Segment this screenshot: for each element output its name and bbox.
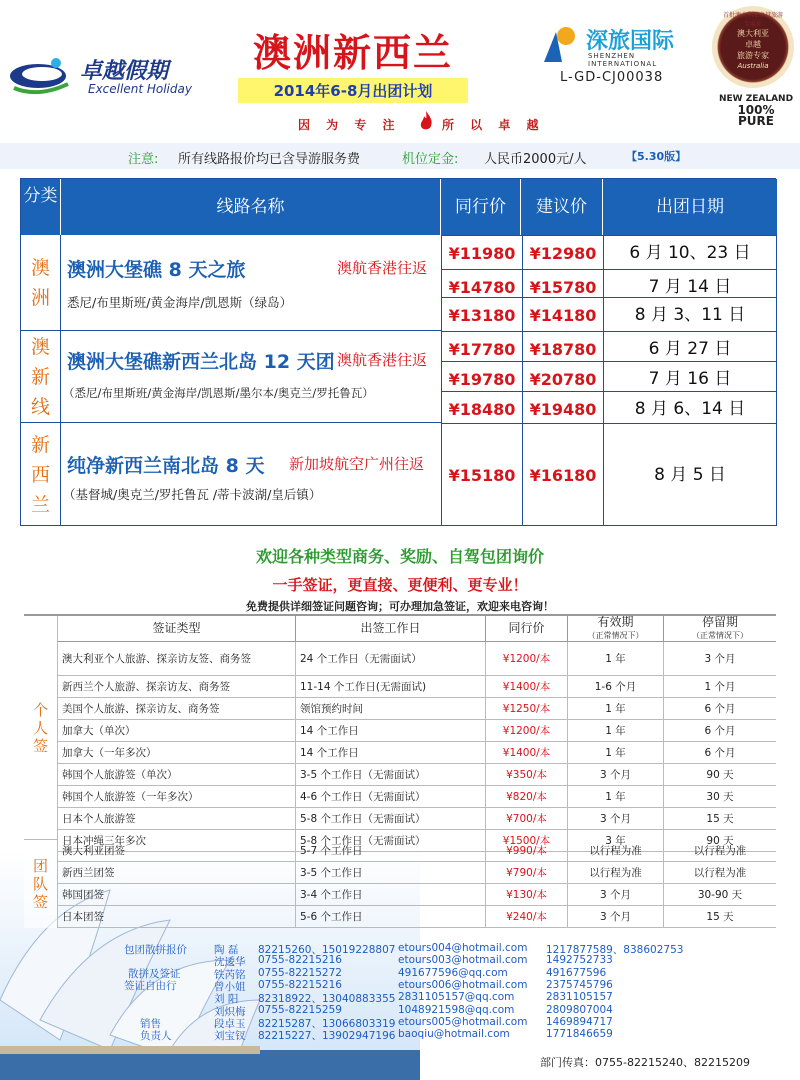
visa-row [58, 698, 776, 720]
visa-processing: 14 个工作日 [296, 742, 486, 763]
contact-name: 刘 阳 [214, 993, 239, 1006]
visa-stay: 6 个月 [704, 703, 736, 715]
contact-email[interactable]: 1048921598@qq.com [398, 1003, 515, 1016]
contact-phone: 0755-82215272 [258, 966, 342, 979]
visa-type: 韩国个人旅游签（一年多次） [58, 786, 296, 807]
contact-phone: 82318922、13040883355 [258, 993, 396, 1006]
visa-stay: 1 个月 [704, 681, 736, 693]
slogan-left: 因 为 专 注 [298, 118, 401, 132]
visa-processing: 3-4 个工作日 [296, 884, 486, 905]
category-char: 签 [32, 736, 48, 755]
trade-price: ¥19780 [441, 361, 523, 396]
stay-note: （正常情况下） [692, 630, 748, 640]
notice-bar [0, 143, 800, 169]
retail-price: ¥20780 [522, 361, 604, 396]
visa-stay: 以行程为准 [693, 867, 747, 879]
visa-category-group [24, 840, 58, 928]
route-aus-nz-12day [61, 331, 441, 423]
logo-left-cn: 卓越假期 [80, 59, 169, 84]
trade-price: ¥15180 [441, 423, 523, 526]
contact-qq: 1492752733 [546, 954, 613, 967]
retail-price: ¥12980 [522, 235, 604, 270]
contact-qq: 1469894717 [546, 1015, 613, 1028]
shenzhen-international-logo [536, 22, 706, 66]
visa-validity: 3 个月 [568, 808, 664, 829]
contact-phone: 0755-82215259 [258, 1003, 342, 1016]
visa-processing: 14 个工作日 [296, 720, 486, 741]
visa-validity: 以行程为准 [568, 840, 664, 861]
visa-stay: 90 天 [706, 835, 734, 847]
visa-validity: 3 个月 [568, 764, 664, 785]
visa-validity: 3 个月 [568, 884, 664, 905]
visa-row [58, 862, 776, 884]
visa-stay: 15 天 [706, 911, 734, 923]
visa-price: ¥350/本 [486, 764, 568, 785]
visa-header-processing: 出签工作日 [296, 616, 486, 642]
category-char: 新 [30, 433, 50, 456]
visa-header-stay [664, 616, 776, 642]
logo-right-en: SHENZHEN INTERNATIONAL [588, 52, 658, 68]
contact-phone: 82215227、13902947196 [258, 1030, 396, 1043]
visa-type: 加拿大（单次） [58, 720, 296, 741]
contact-phone: 82215287、13066803319 [258, 1017, 396, 1030]
visa-processing: 3-5 个工作日 [296, 862, 486, 883]
visa-type: 美国个人旅游、探亲访友、商务签 [58, 698, 296, 719]
retail-price: ¥18780 [522, 331, 604, 366]
visa-stay: 6 个月 [704, 725, 736, 737]
seal-inner-text [726, 28, 780, 72]
visa-category-individual [24, 616, 58, 840]
contact-phone: 0755-82215216 [258, 954, 342, 967]
contact-name: 沈逶华 [214, 956, 246, 969]
contact-phone: 82215260、15019228807 [258, 944, 396, 956]
seal-line-1: 澳大利亚 [737, 29, 769, 38]
visa-validity: 1 年 [568, 742, 664, 763]
seal-ring-text: 首批澳大利亚卓越旅游专家社 [722, 12, 783, 28]
visa-type: 加拿大（一年多次） [58, 742, 296, 763]
contact-name: 刘炽梅 [214, 1005, 246, 1018]
departure-date: 6 月 27 日 [603, 331, 777, 366]
retail-price: ¥19480 [522, 391, 604, 426]
seal-line-4: Australia [737, 62, 769, 70]
visa-type: 澳大利亚团签 [58, 840, 296, 861]
welcome-banner: 欢迎各种类型商务、奖励、自驾包团询价 [255, 547, 544, 566]
visa-validity: 1 年 [568, 698, 664, 719]
visa-stay: 15 天 [706, 813, 734, 825]
visa-processing: 11-14 个工作日(无需面试) [296, 676, 486, 697]
page-title: 澳洲新西兰 [252, 31, 453, 75]
visa-row [58, 720, 776, 742]
visa-price: ¥1500/本 [486, 830, 568, 851]
visa-type: 日本冲绳三年多次 [58, 830, 296, 851]
visa-row [58, 742, 776, 764]
category-char: 澳 [30, 335, 50, 358]
departure-date: 8 月 5 日 [603, 423, 777, 526]
route-name: 澳洲大堡礁 8 天之旅 [67, 259, 246, 281]
visa-row [58, 884, 776, 906]
flame-icon [418, 110, 434, 132]
visa-header-validity [568, 616, 664, 642]
contact-qq: 2809807004 [546, 1003, 613, 1016]
visa-validity: 1 年 [568, 720, 664, 741]
nz-line-1: NEW ZEALAND [718, 94, 794, 104]
sun-logo-icon [540, 22, 582, 64]
departure-date: 6 月 10、23 日 [603, 235, 777, 270]
route-name: 纯净新西兰南北岛 8 天 [67, 455, 265, 477]
category-aus-nz [21, 331, 61, 423]
visa-row [58, 764, 776, 786]
header-departure-date: 出团日期 [603, 179, 777, 235]
visa-type: 韩国团签 [58, 884, 296, 905]
contact-qq: 1771846659 [546, 1028, 613, 1041]
nz-line-2: 100% PURE [737, 103, 775, 128]
visa-type: 新西兰团签 [58, 862, 296, 883]
visa-type: 日本团签 [58, 906, 296, 927]
category-char: 线 [30, 395, 50, 418]
category-char: 新 [30, 365, 50, 388]
contact-email[interactable]: etours003@hotmail.com [398, 954, 528, 967]
visa-type: 日本个人旅游签 [58, 808, 296, 829]
visa-processing: 4-6 个工作日（无需面试） [296, 786, 486, 807]
contact-qq: 491677596 [546, 966, 607, 979]
category-char: 人 [32, 718, 48, 737]
slogan-right: 所 以 卓 越 [442, 118, 545, 132]
visa-row [58, 786, 776, 808]
visa-type: 澳大利亚个人旅游、探亲访友签、商务签 [58, 642, 296, 675]
visa-stay: 3 个月 [704, 653, 736, 665]
contact-name: 铁芮铭 [214, 968, 246, 981]
departure-date: 7 月 16 日 [603, 361, 777, 396]
fax-line: 部门传真：0755-82215240、82215209 [540, 1056, 750, 1069]
visa-stay: 90 天 [706, 769, 734, 781]
visa-validity: 3 个月 [568, 906, 664, 927]
visa-price: ¥820/本 [486, 786, 568, 807]
route-stops: （基督城/奥克兰/罗托鲁瓦 /蒂卡波湖/皇后镇） [63, 487, 322, 502]
category-char: 澳 [30, 256, 50, 279]
deposit-label: 机位定金: [402, 152, 459, 167]
visa-headline: 一手签证，更直接、更便利、更专业！ [272, 576, 528, 594]
category-char: 个 [32, 700, 48, 719]
trade-price: ¥14780 [441, 269, 523, 304]
visa-price: ¥1200/本 [486, 720, 568, 741]
page-subtitle: 2014年6-8月出团计划 [238, 78, 468, 103]
visa-processing: 24 个工作日（无需面试） [296, 642, 486, 675]
visa-price: ¥790/本 [486, 862, 568, 883]
contact-role-label: 包团散拼报价 [124, 944, 187, 956]
visa-processing: 5-7 个工作日 [296, 840, 486, 861]
contact-email[interactable]: baoqiu@hotmail.com [398, 1028, 510, 1041]
trade-price: ¥11980 [441, 235, 523, 270]
departure-date: 8 月 3、11 日 [603, 297, 777, 332]
contact-email[interactable]: etours005@hotmail.com [398, 1015, 528, 1028]
visa-price: ¥1250/本 [486, 698, 568, 719]
contact-name: 曾小姐 [214, 980, 246, 993]
visa-processing: 5-6 个工作日 [296, 906, 486, 927]
visa-processing: 5-8 个工作日（无需面试） [296, 808, 486, 829]
visa-type: 新西兰个人旅游、探亲访友、商务签 [58, 676, 296, 697]
visa-price: ¥1400/本 [486, 742, 568, 763]
contact-name: 陶 磊 [214, 944, 239, 956]
notice-label: 注意: [128, 152, 159, 167]
visa-type: 韩国个人旅游签（单次） [58, 764, 296, 785]
contact-email[interactable]: 491677596@qq.com [398, 966, 508, 979]
retail-price: ¥16180 [522, 423, 604, 526]
visa-processing: 领馆预约时间 [296, 698, 486, 719]
contact-email[interactable]: 2831105157@qq.com [398, 991, 515, 1004]
trade-price: ¥18480 [441, 391, 523, 426]
visa-header-type: 签证类型 [58, 616, 296, 642]
visa-stay: 30-90 天 [697, 889, 743, 901]
header-category: 分类 [21, 179, 61, 235]
route-airline: 澳航香港往返 [337, 259, 428, 277]
excellent-holiday-logo [8, 48, 228, 106]
stay-label: 停留期 [701, 614, 738, 629]
departure-date: 7 月 14 日 [603, 269, 777, 304]
category-char: 队 [32, 875, 48, 893]
trade-price: ¥13180 [441, 297, 523, 332]
license-number: L-GD-CJ00038 [560, 70, 664, 85]
route-australia-8day [61, 235, 441, 331]
visa-price: ¥700/本 [486, 808, 568, 829]
visa-row [58, 808, 776, 830]
visa-row [58, 676, 776, 698]
contact-email[interactable]: etours004@hotmail.com [398, 942, 528, 954]
category-char: 团 [32, 857, 48, 875]
notice-text: 所有线路报价均已含导游服务费 [178, 152, 361, 167]
visa-processing: 3-5 个工作日（无需面试） [296, 764, 486, 785]
visa-price: ¥990/本 [486, 840, 568, 861]
deposit-value: 人民币2000元/人 [484, 152, 587, 167]
trade-price: ¥17780 [441, 331, 523, 366]
visa-validity: 1-6 个月 [568, 676, 664, 697]
logo-left-en: Excellent Holiday [88, 82, 192, 96]
validity-label: 有效期 [597, 614, 634, 629]
contact-qq: 1217877589、838602753 [546, 944, 684, 956]
route-airline: 新加坡航空广州往返 [289, 455, 425, 473]
route-stops: （悉尼/布里斯班/黄金海岸/凯恩斯/墨尔本/奥克兰/罗托鲁瓦） [63, 386, 374, 400]
visa-row [58, 840, 776, 862]
nz-pure-badge [718, 94, 794, 127]
departure-date: 8 月 6、14 日 [603, 391, 777, 426]
retail-price: ¥15780 [522, 269, 604, 304]
contact-role-label: 散拼及签证 [128, 968, 181, 980]
visa-price: ¥1400/本 [486, 676, 568, 697]
visa-stay: 30 天 [706, 791, 734, 803]
visa-validity: 1 年 [568, 642, 664, 675]
tour-table [20, 178, 776, 526]
visa-price: ¥240/本 [486, 906, 568, 927]
swoosh-logo-icon [8, 54, 78, 96]
seal-line-2: 卓越 [745, 40, 761, 49]
route-name: 澳洲大堡礁新西兰北岛 12 天团 [67, 351, 335, 373]
visa-validity: 3 年 [568, 830, 664, 851]
visa-price: ¥1200/本 [486, 642, 568, 675]
visa-stay: 6 个月 [704, 747, 736, 759]
header-trade-price: 同行价 [441, 179, 521, 235]
contact-email[interactable]: etours006@hotmail.com [398, 978, 528, 991]
category-australia [21, 235, 61, 331]
contact-role-label: 销售 [140, 1018, 161, 1030]
category-new-zealand [21, 423, 61, 526]
contact-role-label: 签证自由行 [124, 980, 177, 992]
header-route: 线路名称 [61, 179, 441, 235]
seal-line-3: 旅游专家 [737, 51, 769, 60]
validity-note: （正常情况下） [587, 630, 644, 640]
route-airline: 澳航香港往返 [337, 351, 428, 369]
category-char: 兰 [30, 493, 50, 516]
category-char: 洲 [30, 286, 50, 309]
version-tag: 【5.30版】 [626, 150, 687, 163]
visa-validity: 以行程为准 [568, 862, 664, 883]
visa-price: ¥130/本 [486, 884, 568, 905]
route-stops: 悉尼/布里斯班/黄金海岸/凯恩斯（绿岛） [67, 295, 293, 310]
category-char: 西 [30, 463, 50, 486]
visa-header-price: 同行价 [486, 616, 568, 642]
contact-role-label: 负责人 [140, 1030, 172, 1042]
contact-name: 段卓玉 [214, 1017, 246, 1030]
route-nz-8day [61, 423, 441, 526]
category-char: 签 [32, 893, 48, 911]
contact-qq: 2375745796 [546, 978, 613, 991]
contact-name: 刘宝钗 [214, 1030, 246, 1043]
header-retail-price: 建议价 [521, 179, 603, 235]
visa-stay: 以行程为准 [693, 845, 747, 857]
expert-seal [712, 6, 794, 88]
visa-row [58, 906, 776, 928]
logo-right-cn: 深旅国际 [586, 29, 675, 54]
retail-price: ¥14180 [522, 297, 604, 332]
visa-subline: 免费提供详细签证问题咨询；可办理加急签证，欢迎来电咨询！ [246, 600, 554, 613]
visa-row [58, 642, 776, 676]
visa-processing: 5-8 个工作日（无需面试） [296, 830, 486, 851]
visa-validity: 1 年 [568, 786, 664, 807]
contact-qq: 2831105157 [546, 991, 613, 1004]
contact-phone: 0755-82215216 [258, 978, 342, 991]
